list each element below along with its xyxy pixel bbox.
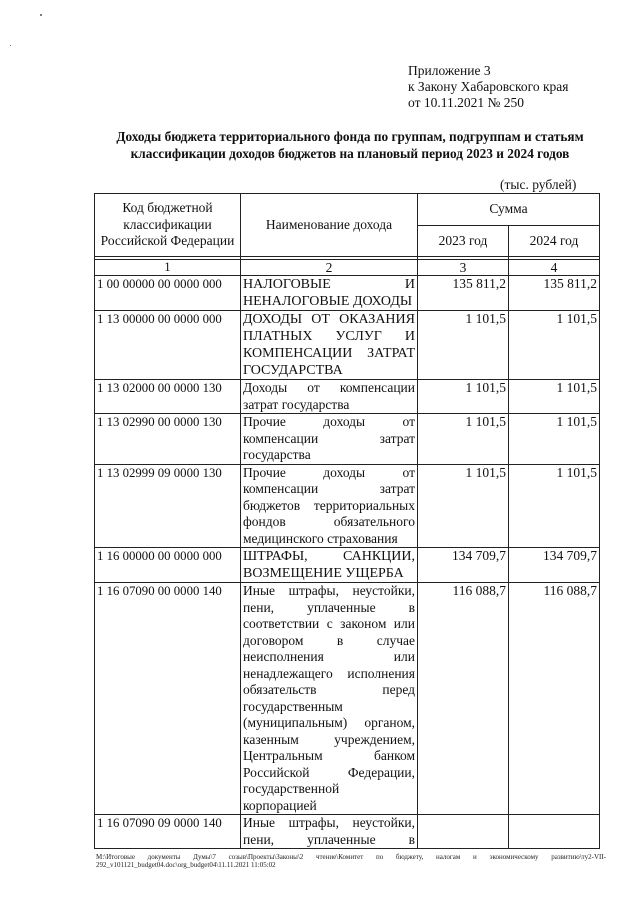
- header-sum: Сумма: [418, 194, 600, 226]
- table-row: [95, 311, 600, 380]
- row-value-2024: 135 811,2: [509, 276, 600, 311]
- header-year-2023: 2023 год: [418, 225, 509, 257]
- table-header-row: [95, 194, 600, 226]
- column-number: 1: [95, 260, 241, 276]
- row-name: ШТРАФЫ, САНКЦИИ, ВОЗМЕЩЕНИЕ УЩЕРБА: [241, 548, 418, 583]
- table-row: [95, 548, 600, 583]
- appendix-line: к Закону Хабаровского края: [408, 79, 569, 94]
- row-name: Иные штрафы, неустойки, пени, уплаченные в соответствии с законом или договором в случае неисполнения или ненадлежащего исполнения обязательств перед государственным (муниципальным) органом, казенным учреждением, Центральным банком Российской Федерации, государственной корпорацией: [241, 583, 418, 815]
- row-value-2024: 134 709,7: [509, 548, 600, 583]
- row-value-2023: 1 101,5: [418, 311, 509, 380]
- column-number: 2: [241, 260, 418, 276]
- row-name: НАЛОГОВЫЕ И НЕНАЛОГОВЫЕ ДОХОДЫ: [241, 276, 418, 311]
- header-name: Наименование дохода: [241, 194, 418, 257]
- income-table: [94, 193, 600, 849]
- row-value-2023: 135 811,2: [418, 276, 509, 311]
- header-code: Код бюджетной классификации Российской Федерации: [95, 194, 241, 257]
- row-code: 1 13 02000 00 0000 130: [95, 380, 241, 414]
- row-code: 1 13 02990 00 0000 130: [95, 414, 241, 465]
- row-code: 1 16 00000 00 0000 000: [95, 548, 241, 583]
- row-name: Доходы от компенсации затрат государства: [241, 380, 418, 414]
- table-row: [95, 583, 600, 815]
- row-name: ДОХОДЫ ОТ ОКАЗАНИЯ ПЛАТНЫХ УСЛУГ И КОМПЕНСАЦИИ ЗАТРАТ ГОСУДАРСТВА: [241, 311, 418, 380]
- row-value-2024: 1 101,5: [509, 414, 600, 465]
- title-line: классификации доходов бюджетов на плановый период 2023 и 2024 годов: [130, 146, 570, 161]
- row-name: Прочие доходы от компенсации затрат бюджетов территориальных фондов обязательного медицинского страхования: [241, 464, 418, 548]
- file-path-footer: M:\Итоговые документы Думы\7 созыв\Проекты\Законы\2 чтение\Комитет по бюджету, налогам и экономическому развитию\ту2-VII-292_v101121_budget04.doc\org_budget04\11.11.2021 11:05:02: [96, 853, 606, 869]
- table-row: [95, 380, 600, 414]
- table-row: [95, 464, 600, 548]
- row-code: 1 16 07090 00 0000 140: [95, 583, 241, 815]
- scan-speck: [10, 45, 11, 46]
- column-numbers-row: [95, 260, 600, 276]
- row-name: Прочие доходы от компенсации затрат государства: [241, 414, 418, 465]
- row-value-2024: [509, 815, 600, 849]
- table-row: [95, 414, 600, 465]
- appendix-line: Приложение 3: [408, 63, 491, 78]
- row-code: 1 00 00000 00 0000 000: [95, 276, 241, 311]
- row-value-2024: 1 101,5: [509, 464, 600, 548]
- row-value-2023: 1 101,5: [418, 414, 509, 465]
- row-name: Иные штрафы, неустойки, пени, уплаченные в: [241, 815, 418, 849]
- column-number: 3: [418, 260, 509, 276]
- row-value-2023: [418, 815, 509, 849]
- table-row: [95, 276, 600, 311]
- row-value-2023: 1 101,5: [418, 464, 509, 548]
- appendix-line: от 10.11.2021 № 250: [408, 95, 524, 110]
- header-year-2024: 2024 год: [509, 225, 600, 257]
- column-number: 4: [509, 260, 600, 276]
- scan-speck: [40, 14, 42, 16]
- units-label: (тыс. рублей): [500, 177, 577, 192]
- row-value-2023: 134 709,7: [418, 548, 509, 583]
- row-value-2023: 116 088,7: [418, 583, 509, 815]
- row-value-2024: 1 101,5: [509, 311, 600, 380]
- title-line: Доходы бюджета территориального фонда по группам, подгруппам и статьям: [116, 129, 584, 144]
- table-row: [95, 815, 600, 849]
- row-code: 1 13 00000 00 0000 000: [95, 311, 241, 380]
- appendix-note: [408, 63, 569, 111]
- row-value-2024: 116 088,7: [509, 583, 600, 815]
- row-code: 1 13 02999 09 0000 130: [95, 464, 241, 548]
- row-value-2023: 1 101,5: [418, 380, 509, 414]
- row-code: 1 16 07090 09 0000 140: [95, 815, 241, 849]
- row-value-2024: 1 101,5: [509, 380, 600, 414]
- document-title: [100, 128, 600, 162]
